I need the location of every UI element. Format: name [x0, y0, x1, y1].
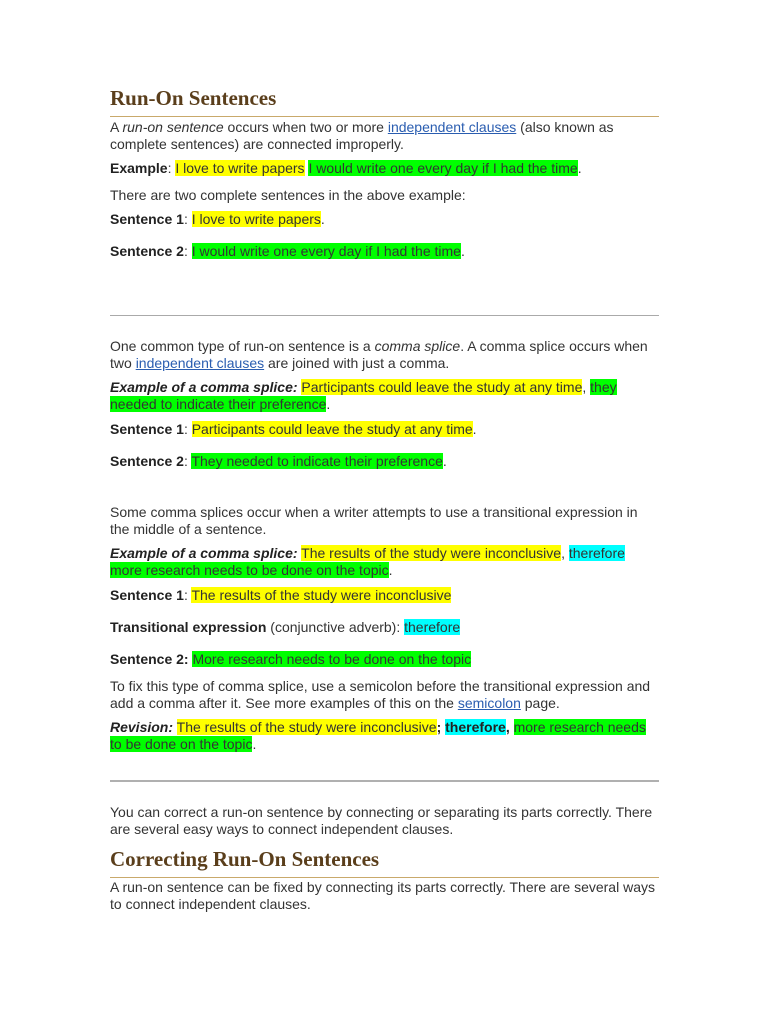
heading-run-on-sentences: Run-On Sentences: [110, 86, 659, 117]
example-line: Example: I love to write papers I would write one every day if I had the time.: [110, 160, 582, 176]
term-comma-splice: comma splice: [374, 338, 461, 354]
sentence-1-line: Sentence 1: Participants could leave the study at any time.: [110, 421, 477, 437]
link-independent-clauses-2[interactable]: independent clauses: [135, 355, 265, 371]
heading-correcting-run-on-sentences: Correcting Run-On Sentences: [110, 847, 659, 878]
example-label: Example of a comma splice:: [110, 545, 298, 561]
highlight-sentence-1: I love to write papers: [191, 211, 321, 227]
revision-label: Revision:: [110, 719, 174, 735]
highlight-sentence-2: I would write one every day if I had the time: [191, 243, 461, 259]
comma-splice-intro: One common type of run-on sentence is a comma splice. A comma splice occurs when two independent clauses are joined with just a comma.: [110, 338, 648, 371]
two-sentences-text: There are two complete sentences in the above example:: [110, 187, 466, 203]
highlight-clause-1: The results of the study were inconclusive: [176, 719, 437, 735]
sentence-1-line: Sentence 1: The results of the study were inconclusive: [110, 587, 452, 603]
link-independent-clauses[interactable]: independent clauses: [387, 119, 517, 135]
sentence-2-line: Sentence 2: More research needs to be done on the topic: [110, 651, 472, 667]
highlight-clause-1: Participants could leave the study at any time: [301, 379, 583, 395]
link-semicolon[interactable]: semicolon: [457, 695, 521, 711]
comma-splice-example: Example of a comma splice: Participants could leave the study at any time, they needed to indicate their preference.: [110, 379, 617, 412]
section-divider: [110, 780, 659, 782]
highlight-clause-2: more research needs to be done on the topic: [110, 562, 389, 578]
highlight-sentence-1: The results of the study were inconclusive: [191, 587, 452, 603]
sentence-1-line: Sentence 1: I love to write papers.: [110, 211, 325, 227]
definition-paragraph: A run-on sentence occurs when two or more independent clauses (also known as complete sentences) are connected improperly.: [110, 119, 614, 152]
highlight-clause-1: I love to write papers: [175, 160, 305, 176]
transitional-intro: Some comma splices occur when a writer attempts to use a transitional expression in the middle of a sentence.: [110, 504, 638, 537]
highlight-sentence-1: Participants could leave the study at any time: [191, 421, 473, 437]
highlight-transition: therefore: [404, 619, 461, 635]
closing-paragraph: You can correct a run-on sentence by connecting or separating its parts correctly. There are several easy ways to connect independent clauses.: [110, 804, 653, 837]
highlight-sentence-2: They needed to indicate their preference: [191, 453, 443, 469]
highlight-clause-2: I would write one every day if I had the time: [308, 160, 578, 176]
highlight-clause-2: more research needs to be done on the topic: [110, 719, 646, 752]
revision-line: Revision: The results of the study were inconclusive; therefore, more research needs to be done on the topic.: [110, 719, 646, 752]
highlight-transition: therefore: [445, 719, 506, 735]
transitional-example: Example of a comma splice: The results of the study were inconclusive, therefore more research needs to be done on the topic.: [110, 545, 625, 578]
correcting-paragraph: A run-on sentence can be fixed by connecting its parts correctly. There are several ways to connect independent clauses.: [110, 879, 655, 912]
sentence-2-line: Sentence 2: I would write one every day if I had the time.: [110, 243, 465, 259]
transitional-expression-line: Transitional expression (conjunctive adverb): therefore: [110, 619, 461, 635]
highlight-sentence-2: More research needs to be done on the topic: [192, 651, 472, 667]
sentence-2-line: Sentence 2: They needed to indicate their preference.: [110, 453, 447, 469]
highlight-transition: therefore: [568, 545, 625, 561]
highlight-clause-2: they needed to indicate their preference: [110, 379, 617, 412]
example-label: Example: [110, 160, 168, 176]
term-run-on-sentence: run-on sentence: [122, 119, 224, 135]
highlight-clause-1: The results of the study were inconclusive: [301, 545, 562, 561]
section-divider: [110, 315, 659, 316]
example-label: Example of a comma splice:: [110, 379, 298, 395]
fix-paragraph: To fix this type of comma splice, use a semicolon before the transitional expression and add a comma after it. See more examples of this on the semicolon page.: [110, 678, 651, 711]
